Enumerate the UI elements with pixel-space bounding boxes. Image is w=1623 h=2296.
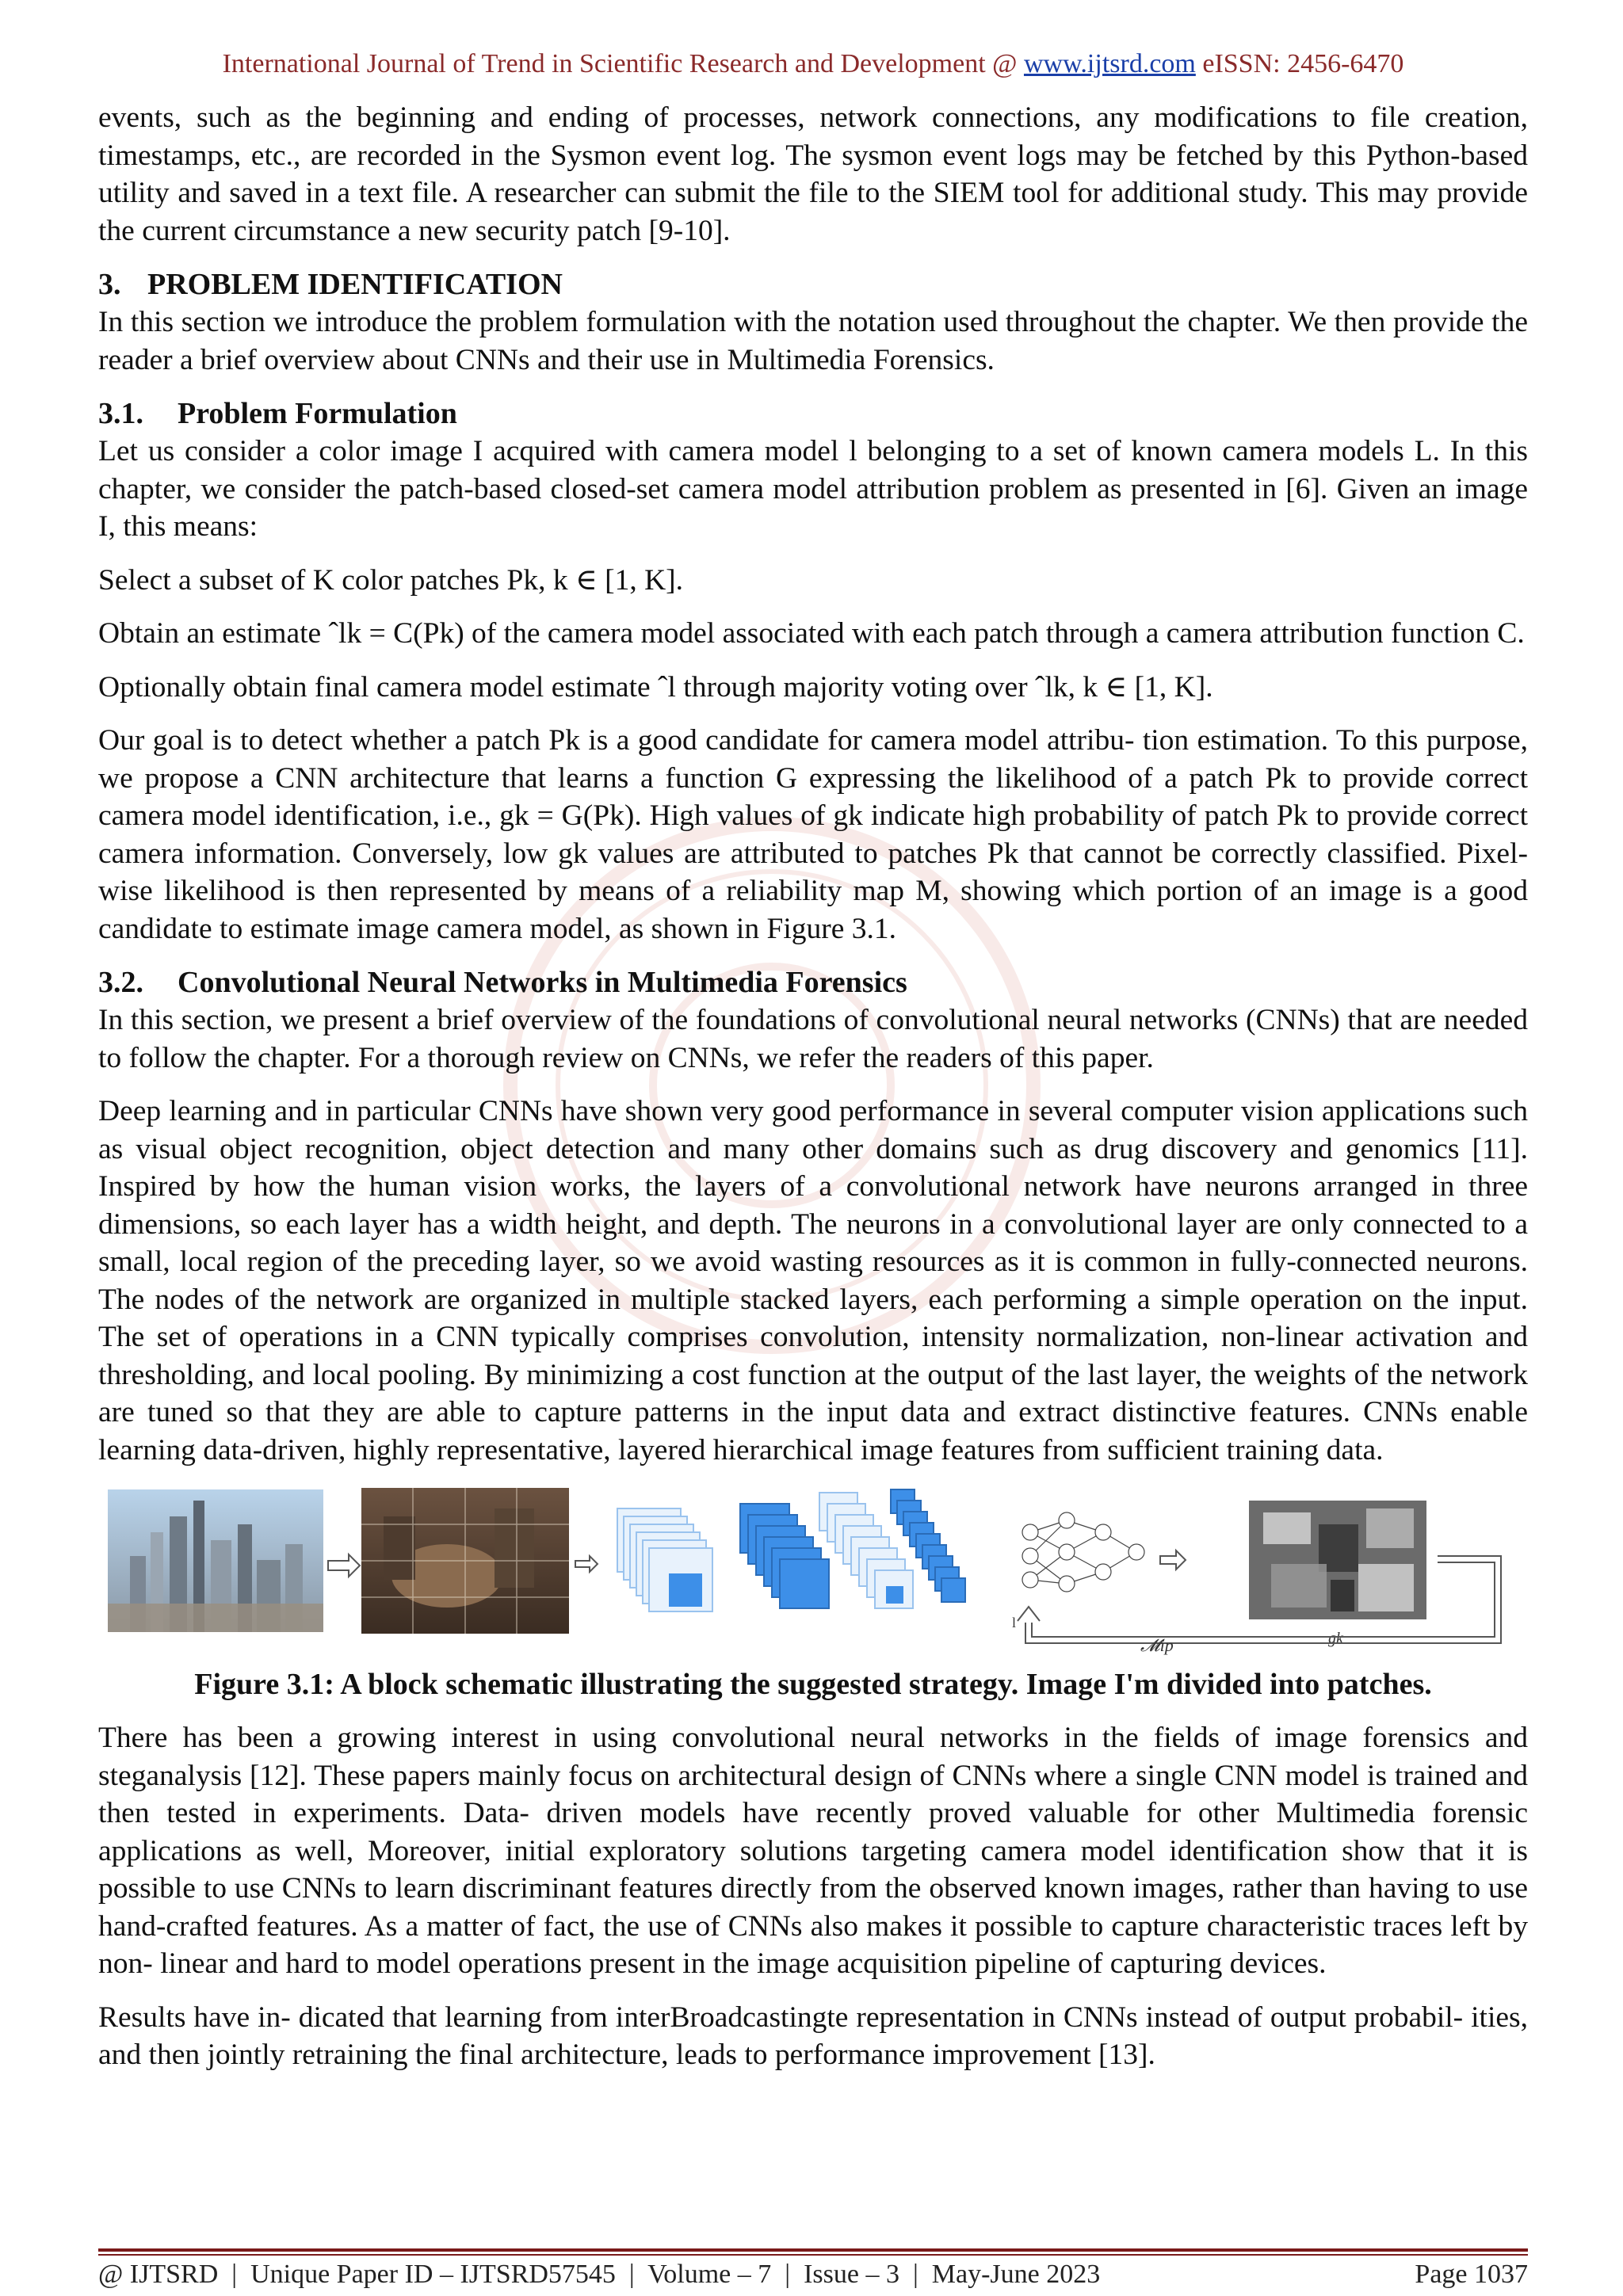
page-footer (98, 2260, 1528, 2290)
section-3-2-title: Convolutional Neural Networks in Multimedia Forensics (178, 966, 907, 999)
section-3-number: 3. (98, 268, 121, 301)
label-mip: 𝓜ip (1140, 1635, 1174, 1655)
label-l: l (1012, 1615, 1017, 1630)
image-patch-grid (361, 1488, 569, 1634)
footer-rule-thick (98, 2248, 1528, 2252)
section-3-1-paragraph-4: Optionally obtain final camera model estimate ˆl through majority voting over ˆlk, k ∈ [1, K]. (98, 670, 1213, 704)
section-3-1-paragraph-3: Obtain an estimate ˆlk = C(Pk) of the camera model associated with each patch through a camera attribution function C. (98, 617, 1525, 650)
figure-3-1 (98, 1485, 1528, 1659)
label-gk: gk (1328, 1630, 1343, 1647)
section-3-1-paragraph-5: Our goal is to detect whether a patch Pk is a good candidate for camera model attribu- tion estimation. To this purpose, we propose a CNN architecture that learns a function G expressing the likelihood of a patch Pk to provide correct camera model identification, i.e., gk = G(Pk). High values of gk indicate high probability of patch Pk to provide correct camera information. Conversely, low gk values are attributed to patches Pk that cannot be correctly classified. Pixel-wise likelihood is then represented by means of a reliability map M, showing which portion of an image is a good candidate to estimate image camera model, as shown in Figure 3.1. (98, 724, 1528, 945)
after-figure-paragraph-2: Results have in- dicated that learning from interBroadcastingte representation in CNNs instead of output probabil- ities, and then jointly retraining the final architecture, leads to performance improvement [13]. (98, 2000, 1528, 2071)
section-3-1-heading (98, 395, 1528, 433)
section-3-2-paragraph-1: In this section, we present a brief overview of the foundations of convolutional neural networks (CNNs) that are needed to follow the chapter. For a thorough review on CNNs, we refer the readers of this paper. (98, 1004, 1528, 1074)
arrow-right-icon (1160, 1550, 1186, 1569)
journal-name: International Journal of Trend in Scientific Research and Development @ (222, 49, 1018, 78)
arrow-right-icon (328, 1554, 360, 1577)
section-3-heading (98, 265, 1528, 303)
section-3-2-number: 3.2. (98, 966, 143, 999)
section-3-1-title: Problem Formulation (178, 397, 457, 430)
figure-caption: Figure 3.1: A block schematic illustrating the suggested strategy. Image I'm divided into patches. (194, 1668, 1432, 1701)
cnn-conv-layer-stack-2 (740, 1504, 829, 1608)
footer-paper-info: @ IJTSRD | Unique Paper ID – IJTSRD57545 | Volume – 7 | Issue – 3 | May-June 2023 (98, 2260, 1101, 2289)
section-3-2-heading (98, 963, 1528, 1001)
article-body (98, 99, 1528, 2090)
journal-issn: eISSN: 2456-6470 (1202, 49, 1404, 78)
section-3-2-paragraph-2: Deep learning and in particular CNNs have shown very good performance in several computer vision applications such as visual object recognition, object detection and many other domains such as drug discovery and genomics [11]. Inspired by how the human vision works, the layers of a convolutional network have neurons arranged in three dimensions, so each layer has a width height, and depth. The neurons in a convolutional layer are only connected to a small, local region of the preceding layer, so we avoid wasting resources as it is common in fully-connected neurons. The nodes of the network are organized in multiple stacked layers, each performing a simple operation on the input. The set of operations in a CNN typically comprises convolution, intensity normalization, non-linear activation and thresholding, and local pooling. By minimizing a cost function at the output of the last layer, the weights of the network are tuned so that they are able to capture patterns in the input data and extract distinctive features. CNNs enable learning data-driven, highly representative, layered hierarchical image features from sufficient training data. (98, 1095, 1528, 1466)
journal-url-link[interactable]: www.ijtsrd.com (1023, 49, 1196, 78)
footer-rule-thin (98, 2254, 1528, 2256)
footer-page-number: Page 1037 (1415, 2260, 1528, 2289)
section-3-1-number: 3.1. (98, 397, 143, 430)
section-3-1-paragraph-2: Select a subset of K color patches Pk, k ∈ [1, K]. (98, 563, 684, 597)
running-header (98, 49, 1528, 79)
fully-connected-network (1022, 1512, 1144, 1592)
after-figure-paragraph-1: There has been a growing interest in using convolutional neural networks in the fields of image forensics and steganalysis [12]. These papers mainly focus on architectural design of CNNs where a single CNN model is trained and then tested in experiments. Data- driven models have recently proved valuable for other Multimedia forensic applications as well, Moreover, initial exploratory solutions targeting camera model identification show that it is possible to use CNNs to learn discriminant features directly from the observed known images, rather than having to use hand-crafted features. As a matter of fact, the use of CNNs also makes it possible to capture characteristic traces left by non- linear and hard to model operations present in the image acquisition pipeline of capturing devices. (98, 1722, 1528, 1980)
figure-schematic (98, 1485, 1528, 1659)
intro-paragraph: events, such as the beginning and ending of processes, network connections, any modifications to file creation, timestamps, etc., are recorded in the Sysmon event log. The sysmon event logs may be fetched by this Python-based utility and saved in a text file. A researcher can submit the file to the SIEM tool for additional study. This may provide the current circumstance a new security patch [9-10]. (98, 101, 1528, 247)
section-3-text: In this section we introduce the problem formulation with the notation used throughout the chapter. We then provide the reader a brief overview about CNNs and their use in Multimedia Forensics. (98, 306, 1528, 376)
cnn-conv-layer-stack-1 (617, 1508, 712, 1611)
reliability-map-image (1249, 1501, 1426, 1619)
input-image-city-photo (108, 1489, 323, 1632)
arrow-right-icon (575, 1556, 598, 1572)
section-3-1-paragraph-1: Let us consider a color image I acquired with camera model l belonging to a set of known camera models L. In this chapter, we consider the patch-based closed-set camera model attribution problem as presented in [6]. Given an image I, this means: (98, 435, 1528, 543)
section-3-title: PROBLEM IDENTIFICATION (147, 268, 563, 301)
